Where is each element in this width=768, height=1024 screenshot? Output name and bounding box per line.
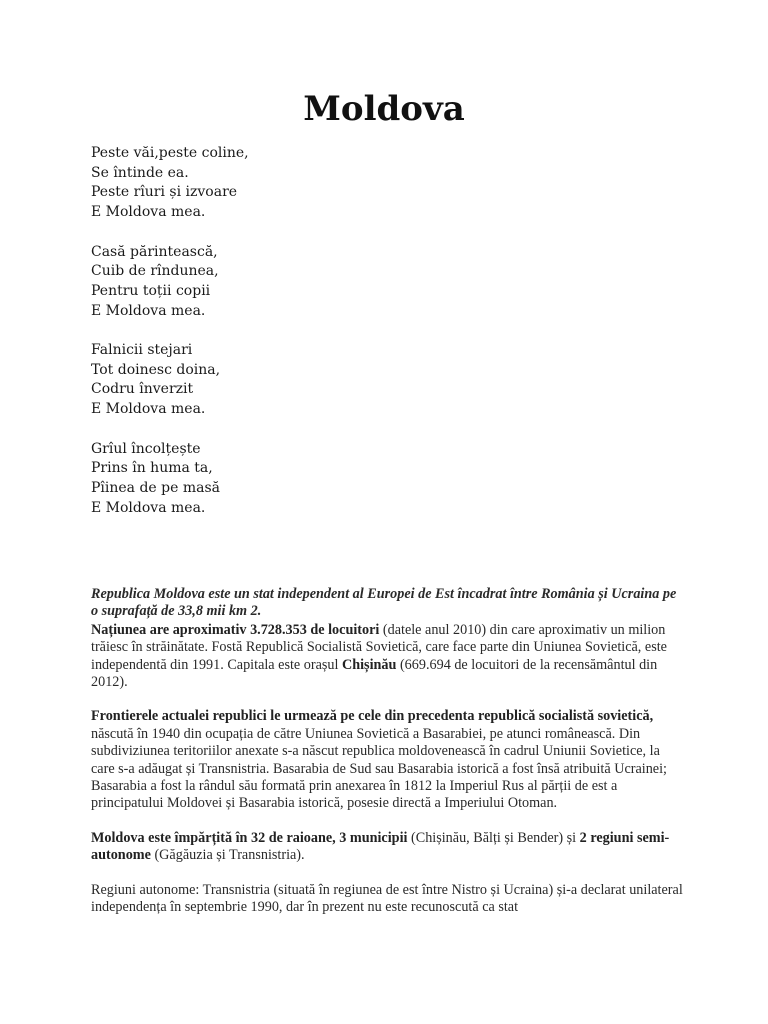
poem-line: Peste văi,peste coline, (91, 145, 249, 161)
body-text: (Găgăuzia și Transnistria). (150, 847, 305, 864)
poem-line: Cuib de rîndunea, (91, 263, 219, 280)
poem-line: Pentru toții copii (91, 282, 211, 299)
poem-line: E Moldova mea. (91, 204, 206, 221)
poem-line: E Moldova mea. (91, 302, 206, 319)
paragraph-gap (91, 813, 683, 830)
poem-line: Peste rîuri și izvoare (91, 184, 238, 201)
bold-text: 2 regiuni semi-autonome (91, 829, 670, 864)
poem-line: Pîinea de pe masă (91, 479, 221, 496)
paragraph-gap (91, 691, 683, 708)
poem-stanza (91, 243, 571, 322)
poem-stanza (91, 341, 571, 420)
poem-line: Codru înverzit (91, 381, 194, 398)
article-body (91, 586, 683, 917)
article-paragraph-divisions (91, 830, 683, 865)
article-paragraph-autonomous-regions (91, 882, 683, 917)
poem (91, 144, 571, 538)
body-text: (Chișinău, Bălți și Bender) și (407, 829, 580, 846)
paragraph-gap (91, 865, 683, 882)
poem-line: Falnicii stejari (91, 342, 193, 358)
poem-line: Tot doinesc doina, (91, 361, 221, 378)
poem-line: E Moldova mea. (91, 499, 206, 516)
body-text: (669.694 de locuitori de la recensământul din 2012). (91, 656, 658, 691)
poem-line: E Moldova mea. (91, 401, 206, 418)
poem-stanza (91, 440, 571, 519)
article-paragraph-population (91, 622, 683, 692)
poem-line: Se întinde ea. (91, 164, 189, 181)
body-text: Regiuni autonome: Transnistria (situată în regiunea de est între Nistro și Ucraina) și-a declarat unilateral independența în septembrie 1990, dar în prezent nu este recunoscută ca stat (91, 881, 683, 916)
poem-line: Casă părintească, (91, 243, 218, 260)
bold-text: Chișinău (341, 656, 397, 673)
article-paragraph-borders (91, 708, 683, 812)
body-text: (datele anul 2010) din care aproximativ un milion trăiesc în străinătate. Fostă Republică Socialistă Sovietică, care face parte din Uniunea Sovietică, este independentă din 1991. Capitala este orașul (91, 621, 667, 673)
poem-stanza (91, 144, 571, 223)
poem-line: Grîul încolțește (91, 440, 201, 457)
bold-text: Națiunea are aproximativ 3.728.353 de locuitori (91, 621, 380, 638)
article-intro: Republica Moldova este un stat independent al Europei de Est încadrat între România și Ucraina pe o suprafață de 33,8 mii km 2. (91, 586, 677, 620)
page-title: Moldova (303, 89, 465, 129)
bold-text: Moldova este împărțită în 32 de raioane, 3 municipii (91, 829, 408, 846)
bold-text: Frontierele actualei republici le urmează pe cele din precedenta republică socialistă sovietică, (91, 708, 654, 725)
body-text: născută în 1940 din ocupația de către Uniunea Sovietică a Basarabiei, pe atunci românească. Din subdiviziunea teritoriilor anexate s-a născut republica moldovenească în cadrul Uniunii Sovietice, la care s-a adăugat și Transnistria. Basarabia de Sud sau Basarabia istorică a fost însă atribuită Ucrainei; Basarabia a fost la rândul său formată prin anexarea în 1812 la Imperiul Rus al părții de est a principatului Moldovei și Basarabia istorică, posesie directă a Imperiului Otoman. (91, 725, 667, 812)
poem-line: Prins în huma ta, (91, 460, 213, 477)
